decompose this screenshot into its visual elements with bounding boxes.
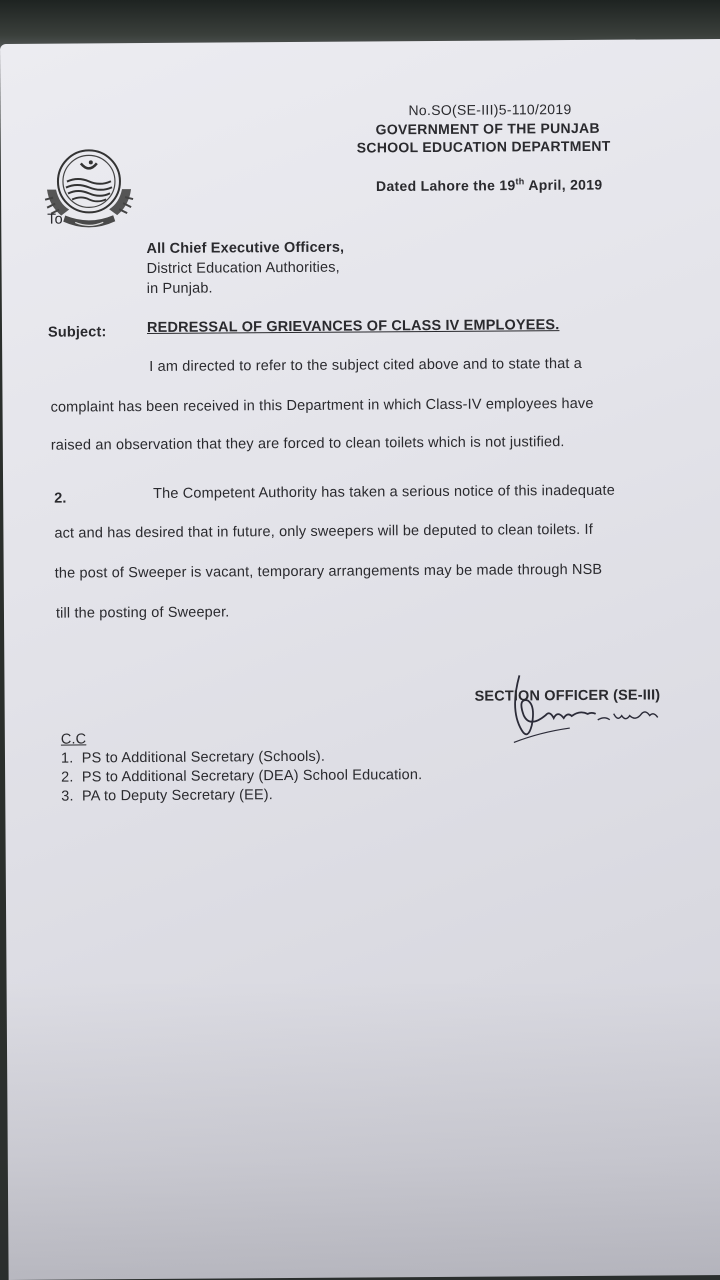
dated-superscript: th bbox=[515, 176, 525, 187]
reference-number: No.SO(SE-III)5-110/2019 bbox=[408, 101, 572, 119]
cc-item-3-number: 3. bbox=[61, 788, 74, 805]
para2-line-1: The Competent Authority has taken a serious notice of this inadequate bbox=[153, 482, 615, 502]
photo-shadow-bottom bbox=[0, 980, 720, 1280]
para2-line-3: the post of Sweeper is vacant, temporary arrangements may be made through NSB bbox=[54, 561, 603, 582]
department-title: SCHOOL EDUCATION DEPARTMENT bbox=[356, 137, 611, 156]
cc-item-2 bbox=[61, 767, 422, 786]
signatory-designation: SECTION OFFICER (SE-III) bbox=[474, 687, 661, 705]
cc-item-2-number: 2. bbox=[61, 769, 74, 786]
cc-item-2-text: PS to Additional Secretary (DEA) School Education. bbox=[81, 767, 423, 786]
cc-item-3-text: PA to Deputy Secretary (EE). bbox=[81, 787, 273, 805]
para2-line-4: till the posting of Sweeper. bbox=[55, 604, 230, 622]
to-label: To bbox=[47, 211, 63, 228]
cc-item-1 bbox=[61, 749, 325, 767]
cc-item-1-text: PS to Additional Secretary (Schools). bbox=[81, 748, 326, 767]
government-title: GOVERNMENT OF THE PUNJAB bbox=[375, 119, 600, 138]
cc-label: C.C bbox=[60, 731, 87, 748]
dated-line bbox=[376, 176, 603, 194]
recipient-line-3: in Punjab. bbox=[146, 280, 213, 297]
cc-item-3 bbox=[61, 787, 273, 804]
para1-line-2: complaint has been received in this Department in which Class-IV employees have bbox=[50, 395, 594, 416]
subject-text: REDRESSAL OF GRIEVANCES OF CLASS IV EMPLOYEES. bbox=[146, 317, 560, 336]
para1-line-3: raised an observation that they are forced to clean toilets which is not justified. bbox=[50, 434, 565, 454]
cc-item-1-number: 1. bbox=[60, 750, 74, 767]
recipient-line-1: All Chief Executive Officers, bbox=[146, 239, 345, 257]
para2-line-2: act and has desired that in future, only sweepers will be deputed to clean toilets. If bbox=[54, 521, 593, 542]
dated-prefix: Dated Lahore the 19 bbox=[375, 177, 516, 195]
para1-line-1: I am directed to refer to the subject cited above and to state that a bbox=[149, 355, 583, 375]
para2-number: 2. bbox=[54, 490, 67, 507]
signature-scrawl-icon bbox=[509, 669, 670, 750]
recipient-line-2: District Education Authorities, bbox=[146, 259, 340, 277]
subject-label: Subject: bbox=[47, 324, 107, 341]
dated-suffix: April, 2019 bbox=[524, 176, 603, 193]
